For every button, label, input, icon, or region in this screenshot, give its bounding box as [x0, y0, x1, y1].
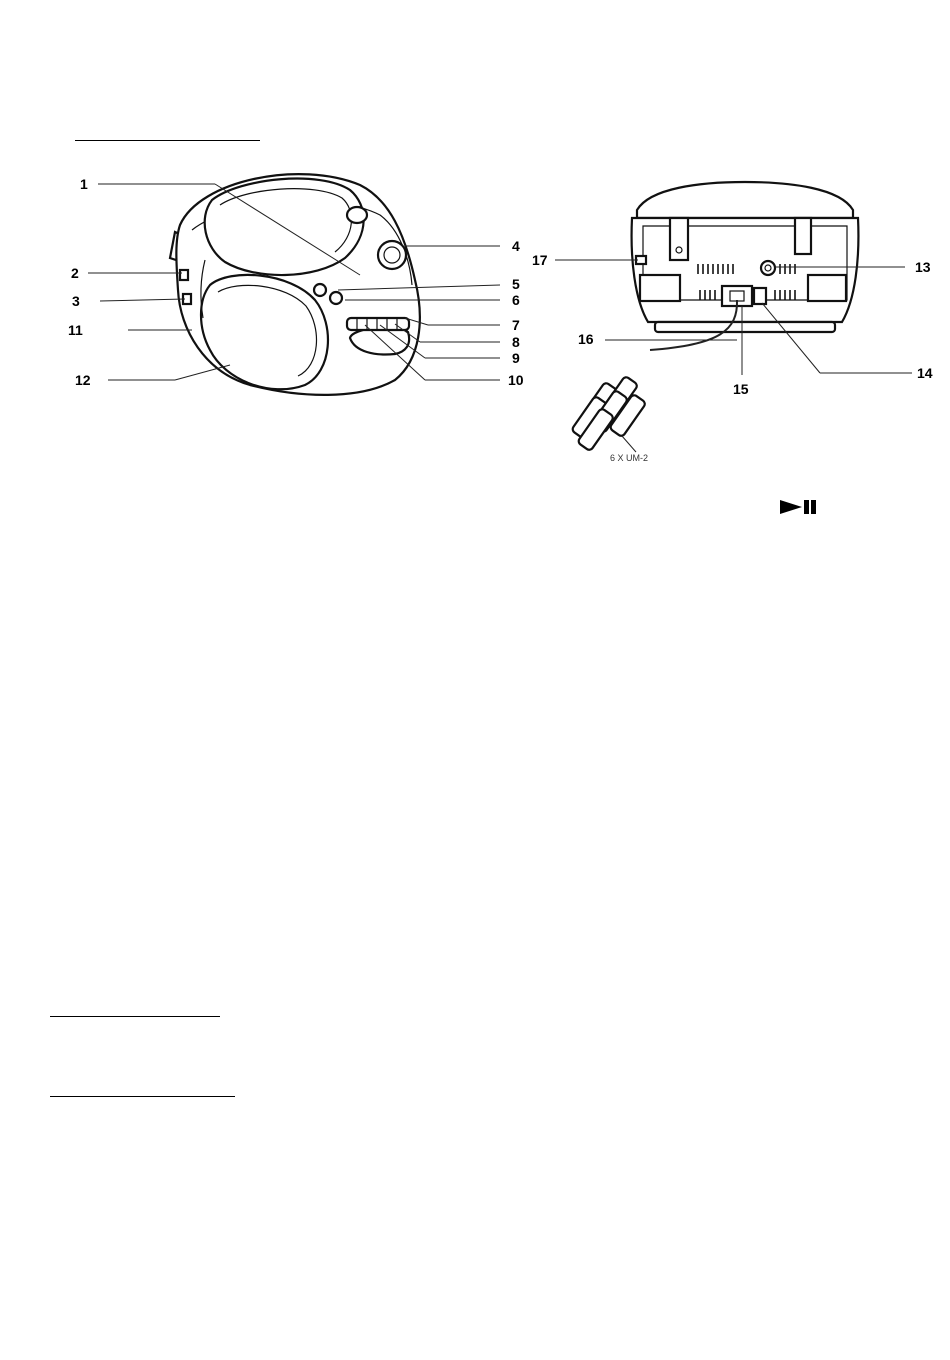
callout-8: 8: [512, 334, 520, 350]
dc-socket: [761, 261, 775, 275]
tuning-dial: [378, 241, 406, 269]
play-pause-icon: [780, 498, 820, 516]
lid-open-tab: [347, 207, 367, 223]
rear-foot-right: [808, 275, 846, 301]
battery-illustration: [571, 376, 648, 463]
callout-9: 9: [512, 350, 520, 366]
callout-3: 3: [72, 293, 80, 309]
callout-11: 11: [68, 322, 83, 338]
callout-5: 5: [512, 276, 520, 292]
hinge-left: [670, 218, 688, 260]
front-view: [170, 174, 420, 395]
rear-base: [655, 322, 835, 332]
callout-7: 7: [512, 317, 520, 333]
battery-label: 6 X UM-2: [610, 453, 649, 463]
rear-foot-left: [640, 275, 680, 301]
knob-b: [330, 292, 342, 304]
rear-lid: [637, 182, 853, 218]
callout-15: 15: [733, 381, 749, 397]
callout-14: 14: [917, 365, 933, 381]
rear-view: [632, 182, 859, 350]
callout-4: 4: [512, 238, 520, 254]
callout-13: 13: [915, 259, 931, 275]
callout-17: 17: [532, 252, 548, 268]
button-strip: [347, 318, 409, 330]
side-jack-2: [180, 270, 188, 280]
callout-16: 16: [578, 331, 594, 347]
knob-a: [314, 284, 326, 296]
voltage-selector: [754, 288, 766, 304]
callout-10: 10: [508, 372, 524, 388]
callout-2: 2: [71, 265, 79, 281]
hinge-right: [795, 218, 811, 254]
callout-6: 6: [512, 292, 520, 308]
function-buttons: [347, 318, 409, 330]
callout-1: 1: [80, 176, 88, 192]
callout-12: 12: [75, 372, 91, 388]
